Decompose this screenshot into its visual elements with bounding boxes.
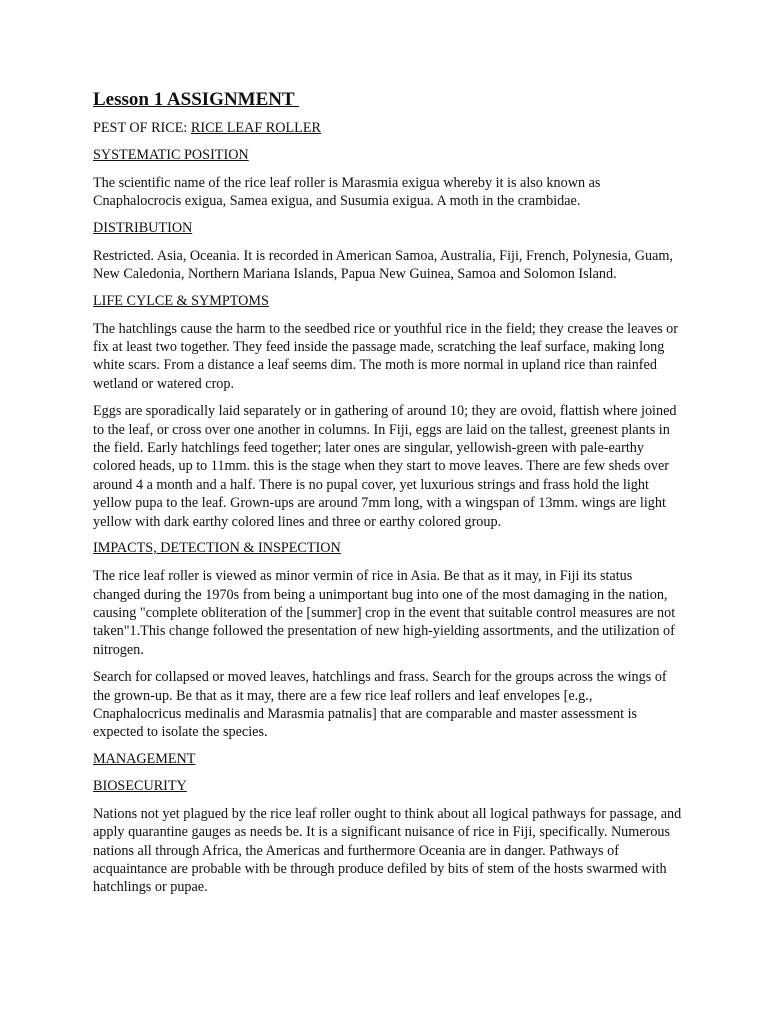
biosecurity-text: Nations not yet plagued by the rice leaf roller ought to think about all logical pathways for passage, and apply quarantine gauges as needs be. It is a significant nuisance of rice in Fiji, specifically. Numerous nations all through Africa, the Americas and furthermore Oceania are in danger. Pathways of acquaintance are probable with be through produce defiled by bits of stem of the hosts swarmed with hatchlings or pupae.	[93, 805, 682, 896]
management-heading: MANAGEMENT	[93, 750, 196, 767]
subtitle-heading	[93, 120, 683, 137]
systematic-position-text: The scientific name of the rice leaf roller is Marasmia exigua whereby it is also known as Cnaphalocrocis exigua, Samea exigua, and Susumia exigua. A moth in the crambidae.	[93, 175, 601, 210]
lifecycle-text-1: The hatchlings cause the harm to the seedbed rice or youthful rice in the field; they crease the leaves or fix at least two together. They feed inside the passage made, scratching the leaf surface, making long white scars. From a distance a leaf seems dim. The moth is more normal in upland rice than rainfed wetland or watered crop.	[93, 320, 678, 392]
impacts-heading: IMPACTS, DETECTION & INSPECTION	[93, 540, 341, 557]
biosecurity-heading: BIOSECURITY	[93, 777, 187, 794]
impacts-text-1: The rice leaf roller is viewed as minor vermin of rice in Asia. Be that as it may, in Fiji its status changed during the 1970s from being a unimportant bug into one of the most damaging in the nation, causing "complete obliteration of the [summer] crop in the event that suitable control measures are not taken"1.This change followed the presentation of new high-yielding assortments, and the utilization of nitrogen.	[93, 568, 676, 658]
lifecycle-text-2: Eggs are sporadically laid separately or in gathering of around 10; they are ovoid, flattish where joined to the leaf, or cross over one another in columns. In Fiji, eggs are laid on the tallest, greenest plants in the field. Early hatchlings feed together; later ones are singular, yellowish-green with pale-earthy colored heads, up to 11mm. this is the stage when they start to move leaves. There are few sheds over around 4 a month and a half. There is no pupal cover, yet luxurious strings and frass hold the light yellow pupa to the leaf. Grown-ups are around 7mm long, with a wingspan of 13mm. wings are light yellow with dark earthy colored lines and three or earthy colored group.	[93, 403, 677, 530]
subtitle-topic: RICE LEAF ROLLER	[190, 120, 321, 136]
document-page	[93, 88, 683, 906]
distribution-heading: DISTRIBUTION	[93, 219, 193, 236]
systematic-position-heading: SYSTEMATIC POSITION	[93, 147, 249, 163]
subtitle-prefix: PEST OF RICE:	[93, 120, 191, 136]
impacts-text-2: Search for collapsed or moved leaves, hatchlings and frass. Search for the groups across the wings of the grown-up. Be that as it may, there are a few rice leaf rollers and leaf envelopes [e.g., Cnaphalocricus medinalis and Marasmia patnalis] that are comparable and master assessment is expected to isolate the species.	[93, 669, 667, 741]
page-title: Lesson 1 ASSIGNMENT	[93, 89, 300, 110]
distribution-text: Restricted. Asia, Oceania. It is recorded in American Samoa, Australia, Fiji, French, Polynesia, Guam, New Caledonia, Northern Mariana Islands, Papua New Guinea, Samoa and Solomon Island.	[93, 247, 673, 283]
lifecycle-heading: LIFE CYLCE & SYMPTOMS	[93, 292, 269, 309]
